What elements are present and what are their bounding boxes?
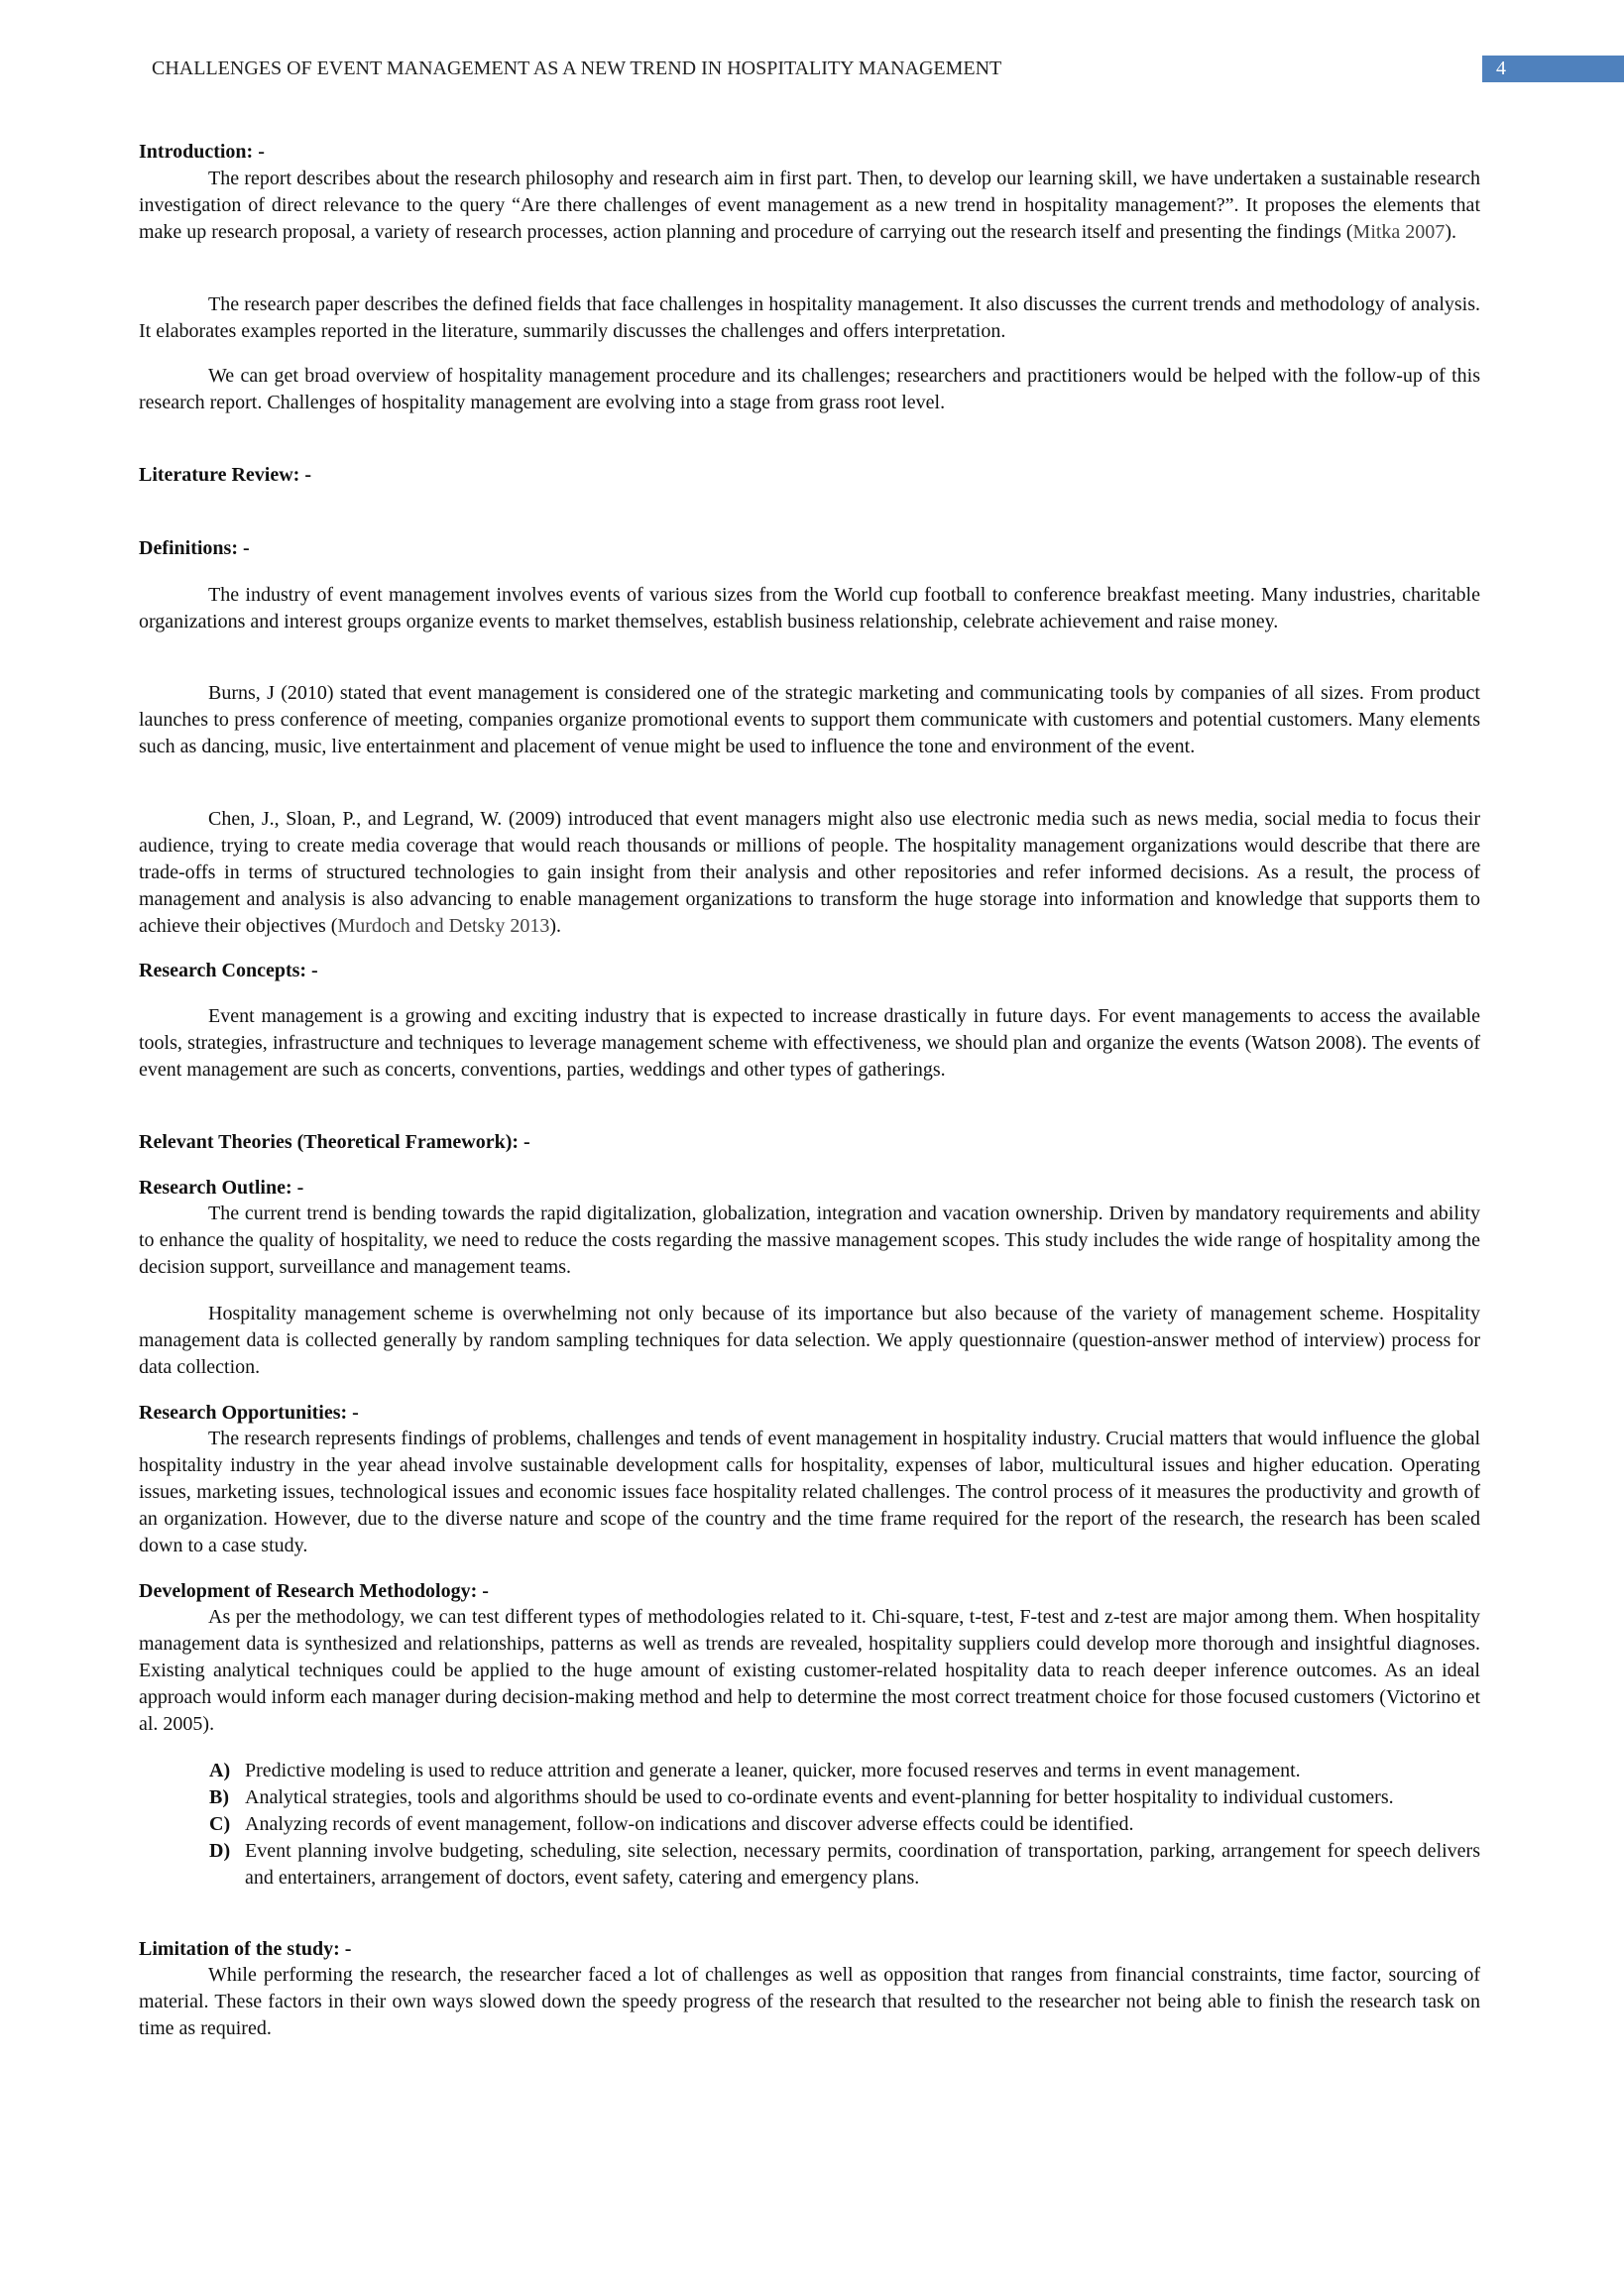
page-number: 4 [1482,56,1624,82]
list-label: B) [209,1785,229,1808]
list-label: D) [209,1839,231,1862]
heading-introduction: Introduction: - [139,141,265,163]
list-label: A) [209,1760,231,1781]
heading-limitation: Limitation of the study: - [139,1938,352,1960]
list-text: Predictive modeling is used to reduce attrition and generate a leaner, quicker, more focused reserves and terms in event management. [245,1760,1301,1781]
intro-paragraph-2: The research paper describes the defined fields that face challenges in hospitality management. It also discusses the current trends and methodology of analysis. It elaborates examples reported in the literature, summarily discusses the challenges and offers interpretation. [139,293,1480,342]
opportunities-paragraph: The research represents findings of problems, challenges and tends of event management in hospitality industry. Crucial matters that would influence the global hospitality industry in the year ahead involve sustainable development calls for hospitality, expenses of labor, multicultural issues and higher education. Operating issues, marketing issues, technological issues and economic issues face hospitality related challenges. The control process of it measures the productivity and growth of an organization. However, due to the diverse nature and scope of the country and the time frame required for the report of the research, the research has been scaled down to a case study. [139,1428,1480,1556]
definitions-paragraph-2: Burns, J (2010) stated that event management is considered one of the strategic marketing and communicating tools by companies of all sizes. From product launches to press conference of meeting, companies organize promotional events to support them communicate with customers and potential customers. Many elements such as dancing, music, live entertainment and placement of venue might be used to influence the tone and environment of the event. [139,682,1480,757]
heading-research-outline: Research Outline: - [139,1177,304,1199]
intro-paragraph-3: We can get broad overview of hospitality management procedure and its challenges; researchers and practitioners would be helped with the follow-up of this research report. Challenges of hospitality management are evolving into a stage from grass root level. [139,365,1480,413]
list-label: C) [209,1812,231,1835]
outline-paragraph-1: The current trend is bending towards the rapid digitalization, globalization, integration and vacation ownership. Driven by mandatory requirements and ability to enhance the quality of hospitality, we need to reduce the costs regarding the massive management scopes. This study includes the wide range of hospitality among the decision support, surveillance and management teams. [139,1203,1480,1278]
concepts-paragraph: Event management is a growing and exciting industry that is expected to increase drastically in future days. For event managements to access the available tools, strategies, infrastructure and techniques to leverage management scheme with effectiveness, we should plan and organize the events (Watson 2008). The events of event management are such as concerts, conventions, parties, weddings and other types of gatherings. [139,1005,1480,1081]
heading-literature-review: Literature Review: - [139,464,312,486]
heading-methodology: Development of Research Methodology: - [139,1580,489,1602]
text: The report describes about the research philosophy and research aim in first part. Then, to develop our learning skill, we have undertaken a sustainable research investigation of direct relevance to the query “Are there challenges of event management as a new trend in hospitality management?”. It proposes the elements that make up research proposal, a variety of research processes, action planning and procedure of carrying out the research itself and presenting the findings ( [139,168,1480,243]
text: ). [1445,220,1456,243]
limitation-paragraph: While performing the research, the researcher faced a lot of challenges as well as opposition that ranges from financial constraints, time factor, sourcing of material. These factors in their own ways slowed down the speedy progress of the research that resulted to the researcher not being able to finish the research task on time as required. [139,1964,1480,2039]
definitions-paragraph-1: The industry of event management involves events of various sizes from the World cup football to conference breakfast meeting. Many industries, charitable organizations and interest groups organize events to market themselves, establish business relationship, celebrate achievement and raise money. [139,584,1480,632]
list-item [139,1758,1480,1784]
citation: Mitka 2007 [1352,220,1446,243]
list-item [139,1784,1480,1811]
definitions-paragraph-3 [139,806,1480,940]
list-item [139,1838,1480,1892]
list-text: Event planning involve budgeting, scheduling, site selection, necessary permits, coordination of transportation, parking, arrangement for speech delivers and entertainers, arrangement of doctors, event safety, catering and emergency plans. [245,1839,1480,1889]
heading-research-concepts: Research Concepts: - [139,960,318,981]
citation: Murdoch and Detsky 2013 [337,914,550,937]
list-item [139,1811,1480,1838]
heading-definitions: Definitions: - [139,537,250,559]
methodology-paragraph: As per the methodology, we can test different types of methodologies related to it. Chi-square, t-test, F-test and z-test are major among them. When hospitality management data is synthesized and relationships, patterns as well as trends are revealed, hospitality suppliers could develop more thorough and insightful diagnoses. Existing analytical techniques could be applied to the huge amount of existing customer-related hospitality data to reach deeper inference outcomes. As an ideal approach would inform each manager during decision-making method and help to determine the most correct treatment choice for those focused customers (Victorino et al. 2005). [139,1606,1480,1735]
list-text: Analytical strategies, tools and algorithms should be used to co-ordinate events and event-planning for better hospitality to individual customers. [245,1785,1394,1808]
intro-paragraph-1 [139,166,1480,246]
outline-paragraph-2: Hospitality management scheme is overwhelming not only because of its importance but also because of the variety of management scheme. Hospitality management data is collected generally by random sampling techniques for data selection. We apply questionnaire (question-answer method of interview) process for data collection. [139,1303,1480,1378]
text: ). [549,914,561,937]
running-header: CHALLENGES OF EVENT MANAGEMENT AS A NEW TREND IN HOSPITALITY MANAGEMENT [152,57,1002,79]
methodology-list [139,1758,1480,1892]
text: Chen, J., Sloan, P., and Legrand, W. (2009) introduced that event managers might also use electronic media such as news media, social media to focus their audience, trying to create media coverage that would reach thousands or millions of people. The hospitality management organizations would describe that there are trade-offs in terms of structured technologies to gain insight from their analysis and other repositories and refer informed decisions. As a result, the process of management and analysis is also advancing to enable management organizations to transform the huge storage into information and knowledge that supports them to achieve their objectives ( [139,808,1480,937]
heading-relevant-theories: Relevant Theories (Theoretical Framework): - [139,1131,530,1153]
heading-research-opportunities: Research Opportunities: - [139,1402,359,1424]
list-text: Analyzing records of event management, follow-on indications and discover adverse effects could be identified. [245,1812,1134,1835]
